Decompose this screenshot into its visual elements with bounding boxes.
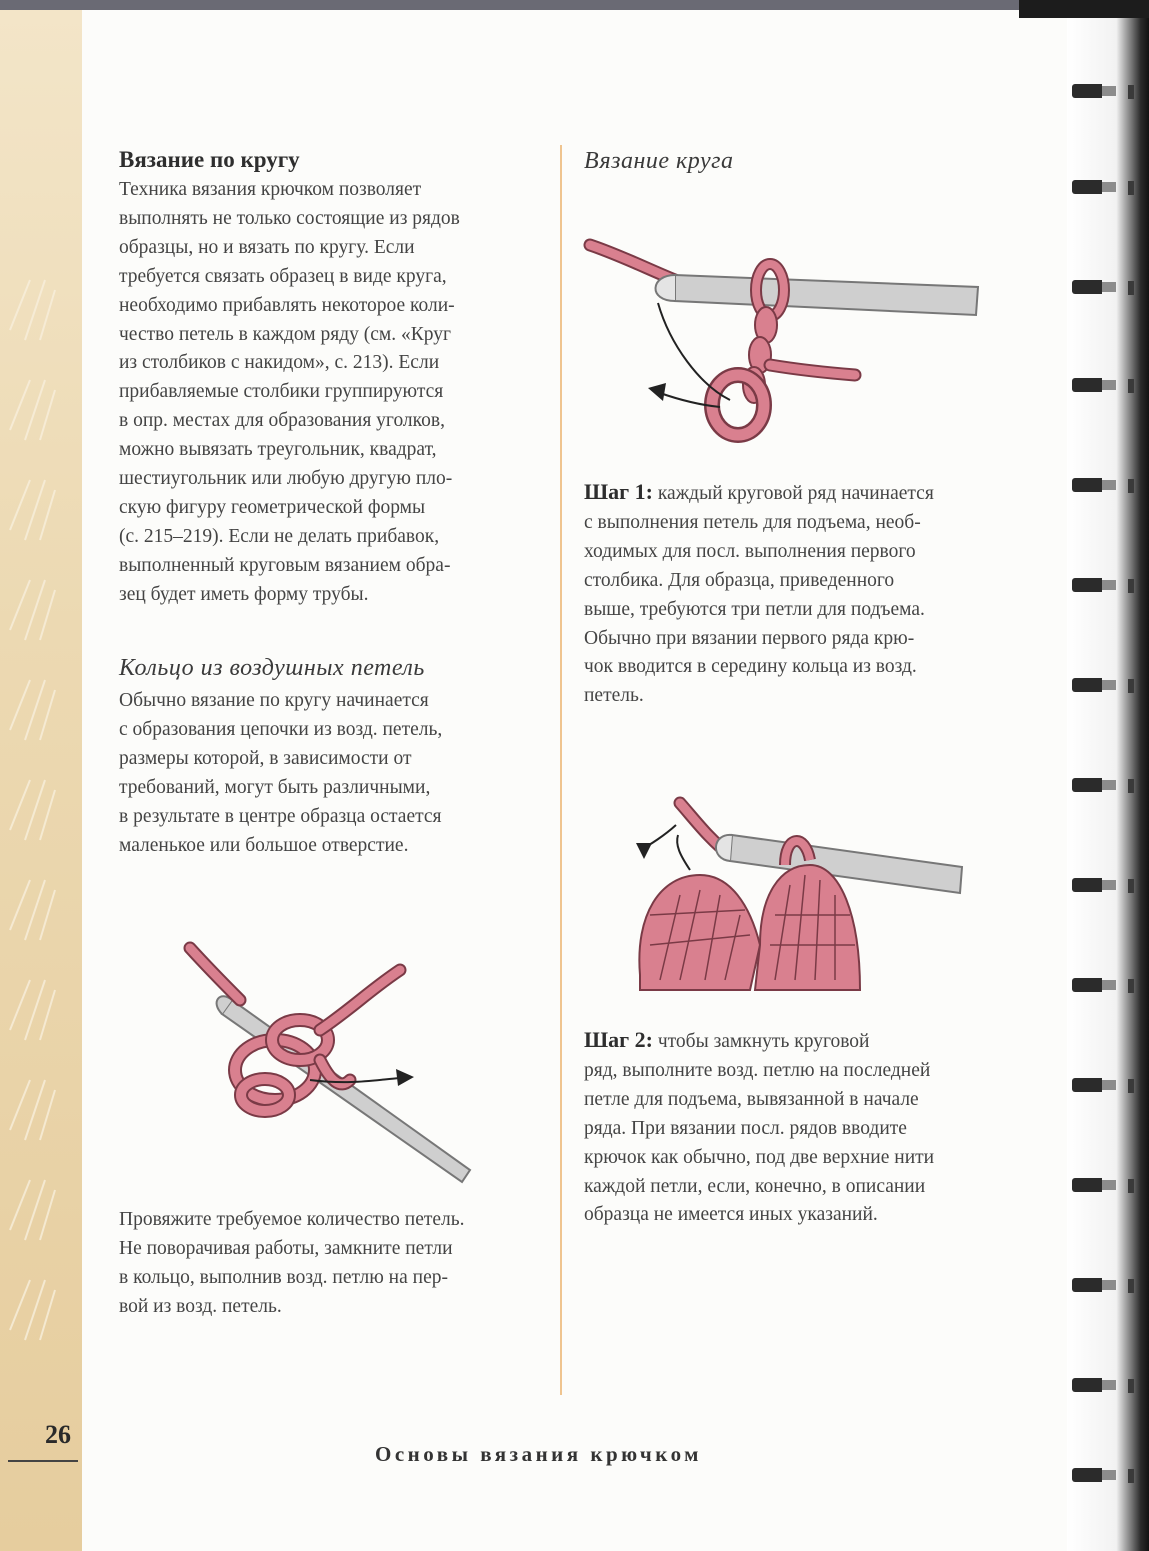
binding-ring-icon <box>1072 1176 1142 1196</box>
section-body-chain-ring <box>119 687 442 860</box>
decorative-side-band <box>0 10 82 1551</box>
text-line: шестиугольник или любую другую пло- <box>119 468 453 490</box>
binding-ring-icon <box>1072 476 1142 496</box>
text-line: в опр. местах для образования уголков, <box>119 410 445 432</box>
binding-ring-icon <box>1072 1076 1142 1096</box>
text-line <box>584 1026 934 1057</box>
step1-text <box>584 478 934 711</box>
text-line: требуется связать образец в виде круга, <box>119 265 447 287</box>
text-line: Провяжите требуемое количество петель. <box>119 1209 465 1230</box>
chain-ring-caption <box>119 1206 465 1322</box>
column-divider <box>560 145 562 1395</box>
text-line: каждой петли, если, конечно, в описании <box>584 1175 926 1197</box>
page-top-corner <box>1019 0 1149 18</box>
binding-ring-icon <box>1072 376 1142 396</box>
section-body-round-knitting <box>119 176 460 610</box>
section-title-round-knitting: Вязание по кругу <box>119 147 300 172</box>
section-title-chain-ring: Кольцо из воздушных петель <box>119 655 425 681</box>
text-line: требований, могут быть различными, <box>119 776 431 798</box>
text-line: необходимо прибавлять некоторое коли- <box>119 294 455 316</box>
text-line: выполненный круговым вязанием обра- <box>119 554 451 576</box>
step2-first-line: чтобы замкнуть круговой <box>657 1031 870 1052</box>
section-title-circle-knitting: Вязание круга <box>584 148 734 174</box>
text-line: образца не имеется иных указаний. <box>584 1204 878 1226</box>
chain-ring-illustration <box>170 930 510 1190</box>
text-line: прибавляемые столбики группируются <box>119 381 444 403</box>
text-line: маленькое или большое отверстие. <box>119 834 409 856</box>
text-line: из столбиков с накидом», с. 213). Если <box>119 352 440 374</box>
text-line: Не поворачивая работы, замкните петли <box>119 1237 453 1259</box>
page-number-rule <box>8 1460 78 1462</box>
running-footer: Основы вязания крючком <box>375 1442 702 1466</box>
binding-ring-icon <box>1072 976 1142 996</box>
binding-ring-icon <box>1072 178 1142 198</box>
text-line: Техника вязания крючком позволяет <box>119 179 422 200</box>
page-top-edge <box>0 0 1149 10</box>
binding-ring-icon <box>1072 82 1142 102</box>
text-line: крючок как обычно, под две верхние нити <box>584 1146 935 1168</box>
text-line: размеры которой, в зависимости от <box>119 747 412 769</box>
binding-ring-icon <box>1072 278 1142 298</box>
text-line: в кольцо, выполнив возд. петлю на пер- <box>119 1266 448 1288</box>
text-line: ходимых для посл. выполнения первого <box>584 540 916 562</box>
binding-ring-icon <box>1072 1466 1142 1486</box>
step2-label: Шаг 2: <box>584 1027 653 1052</box>
step2-text <box>584 1026 934 1230</box>
text-line: петле для подъема, вывязанной в начале <box>584 1088 919 1110</box>
page-number: 26 <box>45 1420 71 1449</box>
step2-illustration <box>620 795 970 1005</box>
step1-illustration <box>580 225 990 455</box>
binding-ring-icon <box>1072 1376 1142 1396</box>
binding-ring-icon <box>1072 876 1142 896</box>
step1-label: Шаг 1: <box>584 479 653 504</box>
binding-ring-icon <box>1072 776 1142 796</box>
text-line: ряда. При вязании посл. рядов вводите <box>584 1117 907 1139</box>
text-line: петель. <box>584 685 644 707</box>
text-line: выше, требуются три петли для подъема. <box>584 598 925 620</box>
text-line: чок вводится в середину кольца из возд. <box>584 656 917 678</box>
text-line: можно вывязать треугольник, квадрат, <box>119 439 437 461</box>
text-line: ряд, выполните возд. петлю на последней <box>584 1059 931 1081</box>
text-line: Обычно при вязании первого ряда крю- <box>584 627 915 649</box>
text-line: выполнять не только состоящие из рядов <box>119 207 460 229</box>
binding-ring-icon <box>1072 1276 1142 1296</box>
text-line: скую фигуру геометрической формы <box>119 496 426 518</box>
text-line: вой из возд. петель. <box>119 1295 282 1317</box>
text-line <box>584 478 934 509</box>
text-line: с выполнения петель для подъема, необ- <box>584 511 921 533</box>
text-line: в результате в центре образца остается <box>119 805 442 827</box>
binding-ring-icon <box>1072 576 1142 596</box>
text-line: (с. 215–219). Если не делать прибавок, <box>119 525 440 547</box>
text-line: зец будет иметь форму трубы. <box>119 583 369 605</box>
text-line: с образования цепочки из возд. петель, <box>119 718 443 740</box>
text-line: образцы, но и вязать по кругу. Если <box>119 236 415 258</box>
grass-pattern-icon <box>0 10 82 1551</box>
text-line: чество петель в каждом ряду (см. «Круг <box>119 323 451 345</box>
binding-ring-icon <box>1072 676 1142 696</box>
step1-first-line: каждый круговой ряд начинается <box>657 483 934 504</box>
text-line: столбика. Для образца, приведенного <box>584 569 895 591</box>
text-line: Обычно вязание по кругу начинается <box>119 690 429 711</box>
